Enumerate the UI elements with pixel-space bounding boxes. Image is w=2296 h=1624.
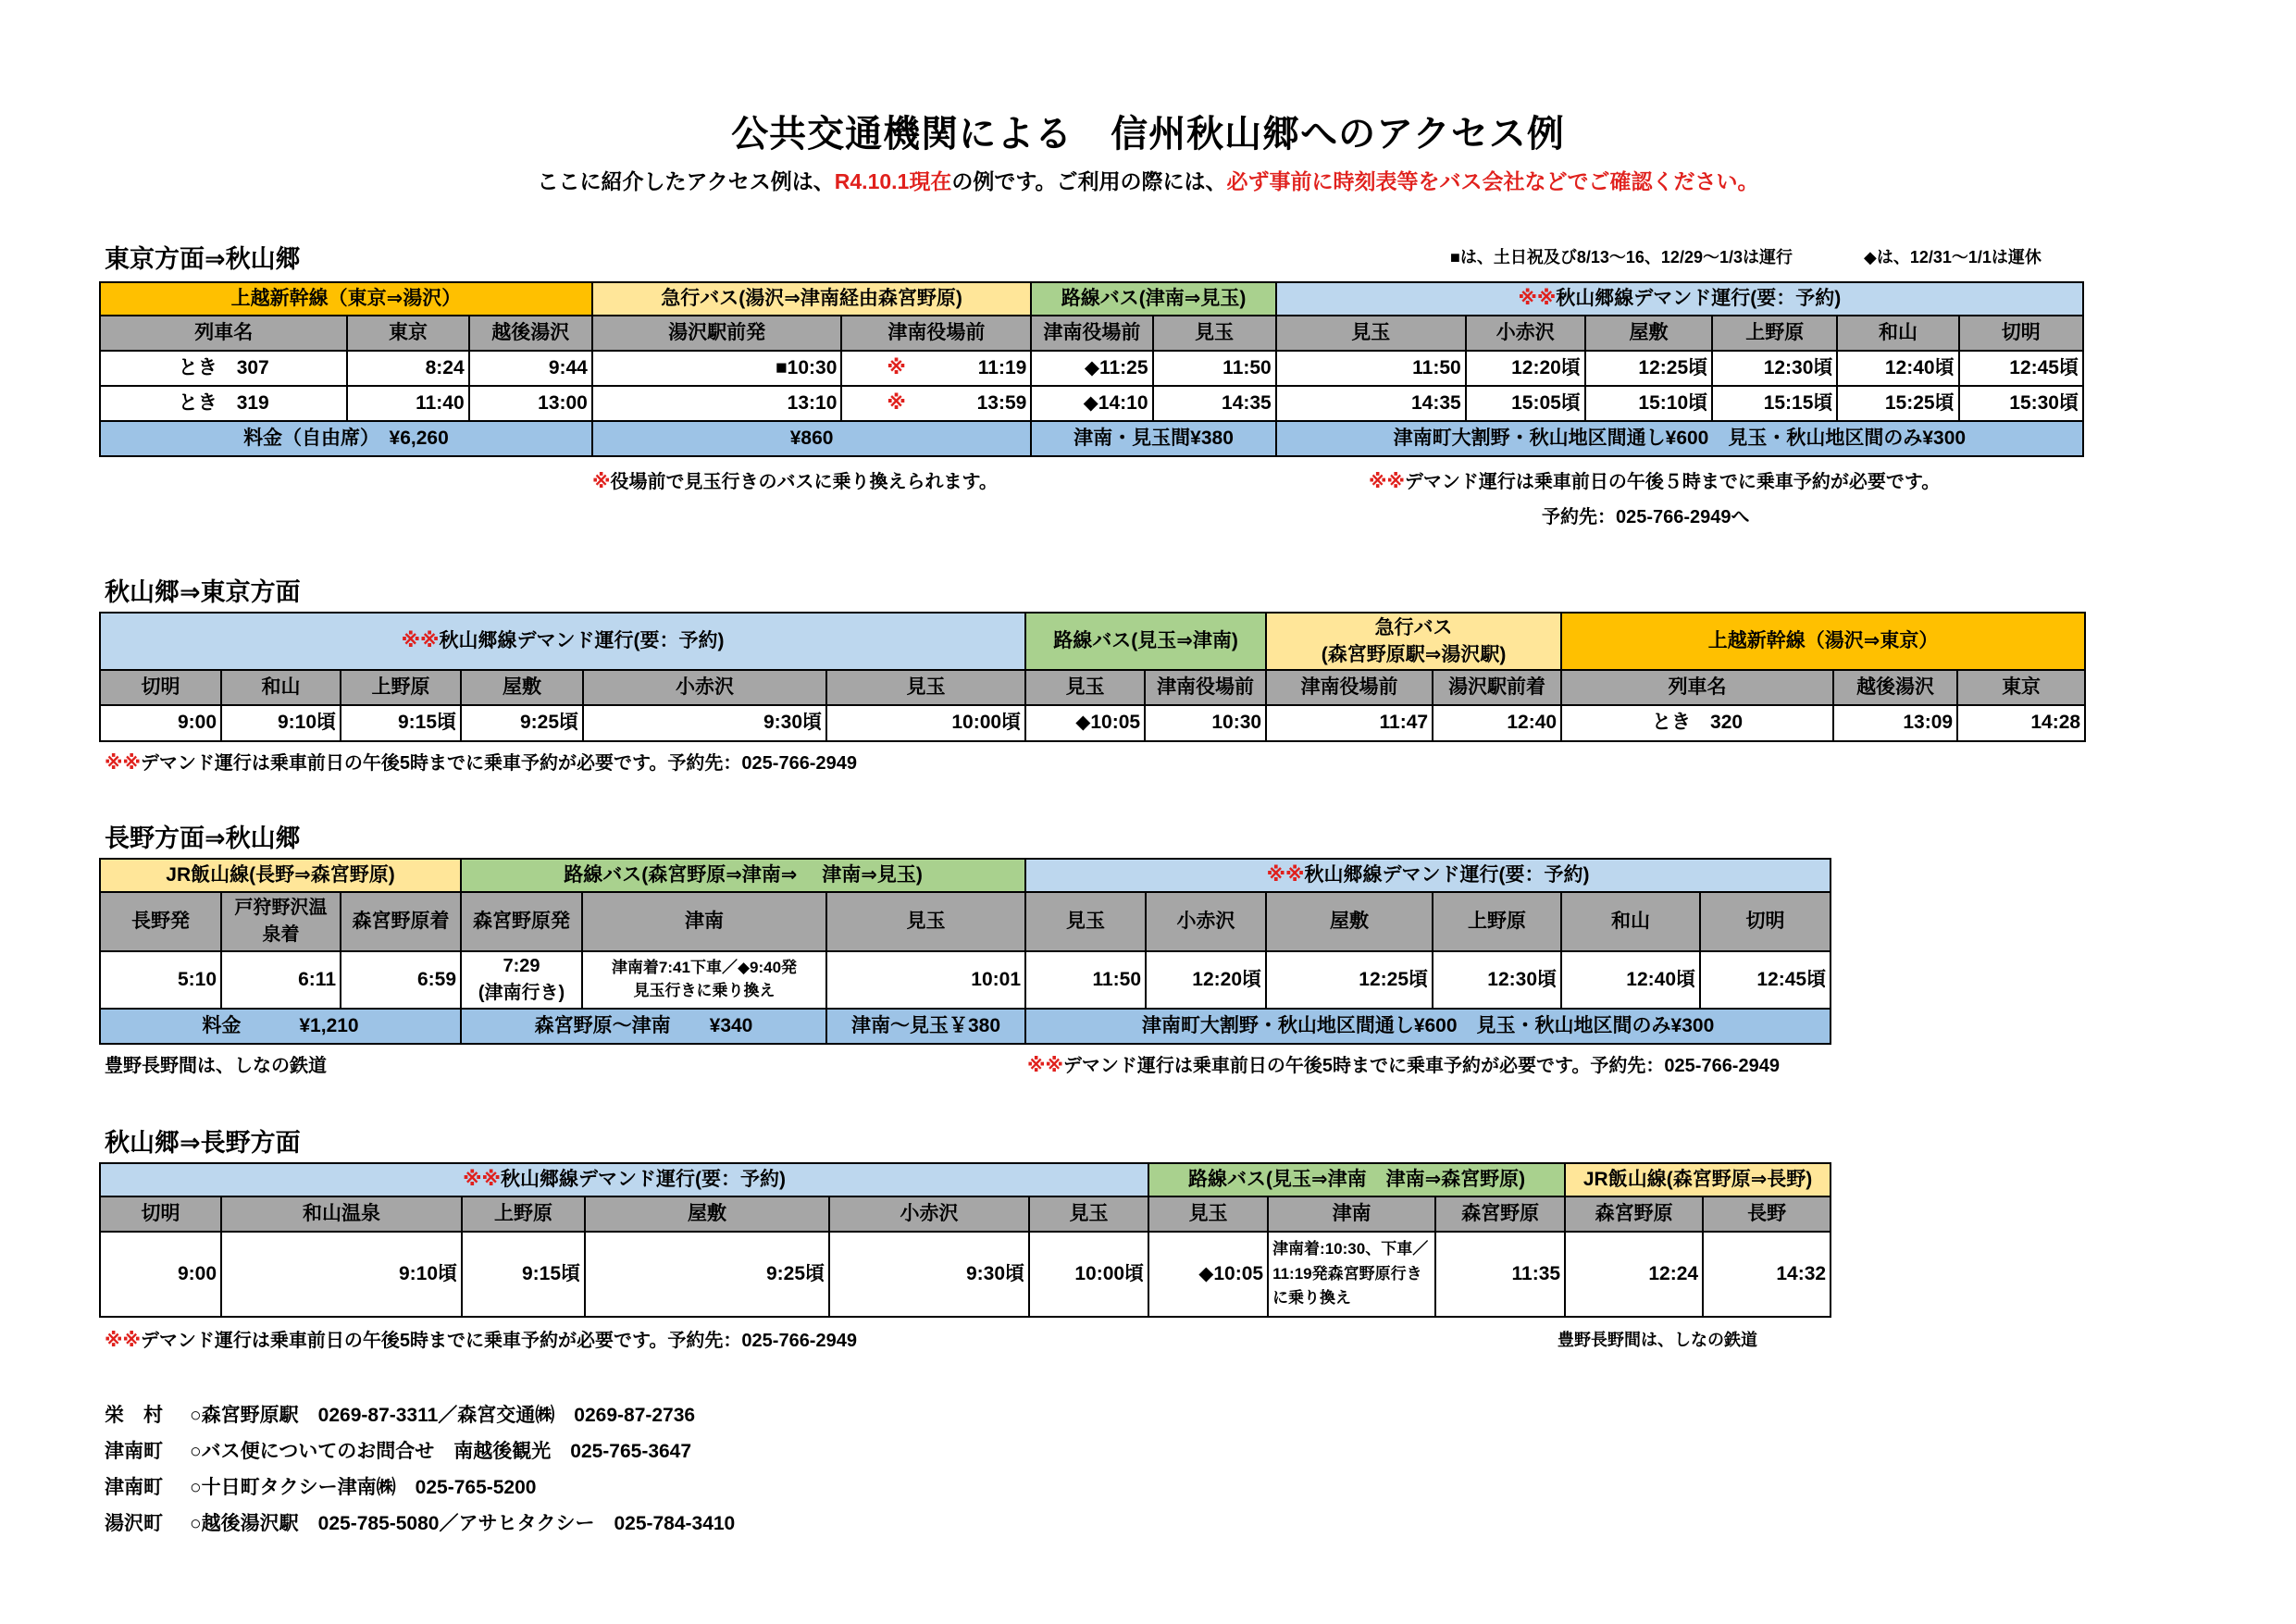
cell-time: 11:35	[1435, 1232, 1565, 1317]
note-text: デマンド運行は乗車前日の午後5時までに乗車予約が必要です。予約先：025-766-2949	[140, 1331, 857, 1351]
cell-time: 11:50	[1276, 351, 1466, 386]
cell-time: 9:00	[100, 1232, 221, 1317]
col-header: 見玉	[826, 892, 1025, 951]
col-header: 湯沢駅前着	[1433, 670, 1561, 705]
cell-time: 10:00頃	[826, 705, 1025, 741]
subtitle-date: R4.10.1現在	[834, 169, 952, 193]
cell-time: ◆10:05	[1148, 1232, 1268, 1317]
col-header: 見玉	[1153, 316, 1276, 351]
contact-list	[105, 1397, 735, 1542]
note-text: 役場前で見玉行きのバスに乗り換えられます。	[610, 472, 998, 492]
col-header: 津南役場前	[1266, 670, 1433, 705]
cell-time: 15:30頃	[1959, 386, 2083, 421]
header-row	[100, 892, 1831, 951]
note-mark: ※※	[105, 753, 141, 774]
legend-diamond: ◆は、12/31～1/1は運休	[1864, 248, 2042, 267]
contact-detail: ○越後湯沢駅 025-785-5080／アサヒタクシー 025-784-3410	[190, 1513, 736, 1534]
demand-label: 秋山郷線デマンド運行(要：予約)	[439, 629, 725, 651]
cell-time: 15:15頃	[1712, 386, 1837, 421]
cell-time: 12:24	[1565, 1232, 1703, 1317]
col-header: 列車名	[1561, 670, 1833, 705]
col-header: 和山温泉	[221, 1196, 462, 1232]
fare-route-bus: 津南・見玉間¥380	[1031, 421, 1275, 456]
legend-square: ■は、土日祝及び8/13～16、12/29～1/3は運行	[1450, 248, 1793, 267]
page-title: 公共交通機関による 信州秋山郷へのアクセス例	[731, 114, 1565, 155]
contact-item	[105, 1506, 735, 1542]
subtitle-pre: ここに紹介したアクセス例は、	[537, 169, 835, 193]
contact-town: 栄 村	[105, 1405, 163, 1426]
group-joetsu-shinkansen: 上越新幹線（湯沢⇒東京）	[1561, 613, 2085, 670]
table-row	[100, 705, 2085, 741]
cell-time: 12:20頃	[1146, 951, 1266, 1009]
contact-item	[105, 1433, 735, 1469]
section-title-tokyo-to-akiyama: 東京方面⇒秋山郷	[105, 245, 301, 273]
cell-time: 9:00	[100, 705, 221, 741]
group-demand-bus	[1025, 859, 1831, 892]
table-row	[100, 351, 2083, 386]
cell-time: 9:10頃	[221, 705, 341, 741]
cell-time: 9:25頃	[585, 1232, 829, 1317]
group-route-bus: 路線バス(森宮野原⇒津南⇒ 津南⇒見玉)	[461, 859, 1025, 892]
note-mark: ※	[592, 472, 611, 492]
cell-time: 12:40頃	[1837, 351, 1958, 386]
cell-line: 7:29	[503, 956, 540, 976]
col-header: 湯沢駅前発	[592, 316, 842, 351]
col-header: 東京	[347, 316, 468, 351]
cell-time: ◆14:10	[1031, 386, 1152, 421]
col-header: 和山	[221, 670, 341, 705]
note-text: デマンド運行は乗車前日の午後5時までに乗車予約が必要です。予約先：025-766-2949	[1062, 1056, 1780, 1076]
group-express-line2: (森宮野原駅⇒湯沢駅)	[1321, 644, 1507, 665]
fare-jr: 料金 ¥1,210	[100, 1009, 461, 1044]
transfer-mark: ※	[887, 356, 906, 378]
note-text: デマンド運行は乗車前日の午後５時までに乗車予約が必要です。	[1404, 472, 1941, 492]
contact-town: 湯沢町	[105, 1513, 163, 1534]
cell-time: 15:25頃	[1837, 386, 1958, 421]
contact-detail: ○バス便についてのお問合せ 南越後観光 025-765-3647	[190, 1441, 692, 1462]
note-mark: ※※	[105, 1331, 141, 1351]
cell-time: 9:25頃	[461, 705, 583, 741]
group-route-bus: 路線バス(見玉⇒津南 津南⇒森宮野原)	[1148, 1163, 1565, 1196]
table-row	[100, 386, 2083, 421]
demand-label: 秋山郷線デマンド運行(要：予約)	[1556, 287, 1842, 309]
section-title-akiyama-to-tokyo: 秋山郷⇒東京方面	[105, 578, 301, 606]
col-header: 小赤沢	[1466, 316, 1585, 351]
timetable-tokyo-to-akiyama	[99, 281, 2084, 457]
note-demand	[105, 748, 857, 775]
cell-time: 14:32	[1703, 1232, 1831, 1317]
cell-time: 6:11	[221, 951, 341, 1009]
cell-time: ◆10:05	[1025, 705, 1145, 741]
cell-train: とき 319	[100, 386, 347, 421]
cell-time: 9:44	[469, 351, 592, 386]
col-header: 森宮野原着	[341, 892, 461, 951]
fare-bus-2: 津南～見玉￥380	[826, 1009, 1025, 1044]
col-header: 見玉	[1025, 670, 1145, 705]
cell-train: とき 307	[100, 351, 347, 386]
contact-item	[105, 1469, 735, 1506]
note-demand	[1027, 1050, 1780, 1077]
cell-transfer: 津南着:10:30、下車／11:19発森宮野原行きに乗り換え	[1268, 1232, 1435, 1317]
note-railway: 豊野長野間は、しなの鉄道	[105, 1056, 327, 1076]
col-header: 森宮野原発	[461, 892, 582, 951]
cell-time: 9:15頃	[341, 705, 461, 741]
group-jr-iiyama-line: JR飯山線(森宮野原⇒長野)	[1565, 1163, 1831, 1196]
demand-label: 秋山郷線デマンド運行(要：予約)	[1304, 863, 1590, 886]
fare-row	[100, 421, 2083, 456]
cell-time: 11:47	[1266, 705, 1433, 741]
col-header: 長野発	[100, 892, 221, 951]
demand-label: 秋山郷線デマンド運行(要：予約)	[500, 1168, 786, 1190]
col-header: 見玉	[826, 670, 1025, 705]
fare-bus-1: 森宮野原～津南 ¥340	[461, 1009, 826, 1044]
col-header: 上野原	[1433, 892, 1561, 951]
col-header: 津南役場前	[841, 316, 1031, 351]
cell-time: 14:28	[1957, 705, 2085, 741]
group-demand-bus	[1276, 282, 2083, 316]
col-header: 和山	[1837, 316, 1958, 351]
cell-time	[841, 386, 1031, 421]
cell-time: 15:10頃	[1585, 386, 1712, 421]
cell-time: 12:30頃	[1712, 351, 1837, 386]
col-header: 屋敷	[1585, 316, 1712, 351]
cell-time: 5:10	[100, 951, 221, 1009]
col-header: 屋敷	[585, 1196, 829, 1232]
timetable-akiyama-to-nagano	[99, 1162, 1831, 1318]
cell-time: ■10:30	[592, 351, 842, 386]
group-demand-bus	[100, 613, 1025, 670]
section-title-nagano-to-akiyama: 長野方面⇒秋山郷	[105, 824, 301, 852]
cell-time-value: 11:19	[977, 356, 1027, 378]
cell-time: 12:45頃	[1959, 351, 2083, 386]
cell-line: 見玉行きに乗り換え	[633, 982, 776, 999]
note-mark: ※※	[1369, 472, 1405, 492]
group-jr-iiyama-line: JR飯山線(長野⇒森宮野原)	[100, 859, 461, 892]
cell-transfer	[582, 951, 826, 1009]
group-express-bus	[1266, 613, 1561, 670]
col-header: 津南	[582, 892, 826, 951]
contact-town: 津南町	[105, 1477, 163, 1498]
timetable-nagano-to-akiyama	[99, 858, 1831, 1045]
group-joetsu-shinkansen: 上越新幹線（東京⇒湯沢）	[100, 282, 592, 316]
demand-mark: ※※	[1518, 287, 1557, 309]
col-header: 切明	[100, 1196, 221, 1232]
cell-time: 13:00	[469, 386, 592, 421]
cell-time: 10:00頃	[1029, 1232, 1148, 1317]
col-header: 上野原	[1712, 316, 1837, 351]
col-header: 切明	[100, 670, 221, 705]
col-header: 和山	[1561, 892, 1700, 951]
col-header: 小赤沢	[829, 1196, 1029, 1232]
cell-train: とき 320	[1561, 705, 1833, 741]
cell-time: 12:40	[1433, 705, 1561, 741]
contact-item	[105, 1397, 735, 1433]
header-row	[100, 1196, 1831, 1232]
col-header: 小赤沢	[583, 670, 826, 705]
group-route-bus: 路線バス(津南⇒見玉)	[1031, 282, 1275, 316]
col-header: 越後湯沢	[1833, 670, 1957, 705]
cell-time: 12:40頃	[1561, 951, 1700, 1009]
cell-time: 12:45頃	[1700, 951, 1831, 1009]
cell-time	[461, 951, 582, 1009]
fare-demand: 津南町大割野・秋山地区間通し¥600 見玉・秋山地区間のみ¥300	[1025, 1009, 1831, 1044]
contact-detail: ○森宮野原駅 0269-87-3311／森宮交通㈱ 0269-87-2736	[190, 1405, 696, 1426]
cell-time: 11:50	[1153, 351, 1276, 386]
cell-time: 9:10頃	[221, 1232, 462, 1317]
contact-detail: ○十日町タクシー津南㈱ 025-765-5200	[190, 1477, 537, 1498]
note-text: デマンド運行は乗車前日の午後5時までに乗車予約が必要です。予約先：025-766-2949	[140, 753, 857, 774]
group-express-bus: 急行バス(湯沢⇒津南経由森宮野原)	[592, 282, 1031, 316]
table-row	[100, 951, 1831, 1009]
fare-shinkansen: 料金（自由席） ¥6,260	[100, 421, 592, 456]
demand-mark: ※※	[463, 1168, 501, 1190]
subtitle-mid: の例です。ご利用の際には、	[951, 169, 1227, 193]
col-header: 屋敷	[461, 670, 583, 705]
col-header: 屋敷	[1266, 892, 1433, 951]
col-header: 切明	[1700, 892, 1831, 951]
col-header: 切明	[1959, 316, 2083, 351]
cell-time: 11:40	[347, 386, 468, 421]
group-express-line1: 急行バス	[1374, 616, 1453, 638]
col-header: 戸狩野沢温泉着	[221, 892, 341, 951]
fare-express-bus: ¥860	[592, 421, 1031, 456]
col-header: 小赤沢	[1146, 892, 1266, 951]
col-header: 長野	[1703, 1196, 1831, 1232]
col-header: 上野原	[341, 670, 461, 705]
cell-time: 10:01	[826, 951, 1025, 1009]
cell-time: 12:25頃	[1266, 951, 1433, 1009]
col-header: 東京	[1957, 670, 2085, 705]
cell-time	[841, 351, 1031, 386]
note-demand	[1369, 466, 1940, 493]
note-transfer	[592, 466, 998, 493]
contact-town: 津南町	[105, 1441, 163, 1462]
col-header: 津南役場前	[1031, 316, 1152, 351]
col-header: 列車名	[100, 316, 347, 351]
note-reservation: 予約先：025-766-2949へ	[1542, 507, 1750, 527]
subtitle-warning: 必ず事前に時刻表等をバス会社などでご確認ください。	[1226, 169, 1759, 193]
header-row	[100, 316, 2083, 351]
table-row	[100, 1232, 1831, 1317]
cell-time: 13:10	[592, 386, 842, 421]
note-railway: 豊野長野間は、しなの鉄道	[1558, 1331, 1757, 1349]
header-row	[100, 670, 2085, 705]
note-demand	[105, 1325, 857, 1352]
cell-time: ◆11:25	[1031, 351, 1152, 386]
demand-mark: ※※	[1266, 863, 1305, 886]
cell-time: 9:30頃	[583, 705, 826, 741]
demand-mark: ※※	[401, 629, 440, 651]
col-header: 見玉	[1029, 1196, 1148, 1232]
cell-time: 14:35	[1276, 386, 1466, 421]
col-header: 見玉	[1148, 1196, 1268, 1232]
page-subtitle	[0, 165, 2296, 195]
cell-time: 12:25頃	[1585, 351, 1712, 386]
timetable-akiyama-to-tokyo	[99, 612, 2086, 742]
cell-time: 6:59	[341, 951, 461, 1009]
cell-time: 15:05頃	[1466, 386, 1585, 421]
col-header: 上野原	[462, 1196, 585, 1232]
cell-line: 津南着7:41下車／◆9:40発	[611, 959, 798, 977]
cell-time: 10:30	[1145, 705, 1266, 741]
cell-time: 9:30頃	[829, 1232, 1029, 1317]
col-header: 津南	[1268, 1196, 1435, 1232]
col-header: 見玉	[1025, 892, 1146, 951]
cell-time: 11:50	[1025, 951, 1146, 1009]
fare-demand: 津南町大割野・秋山地区間通し¥600 見玉・秋山地区間のみ¥300	[1276, 421, 2083, 456]
col-header: 越後湯沢	[469, 316, 592, 351]
col-header: 森宮野原	[1565, 1196, 1703, 1232]
group-route-bus: 路線バス(見玉⇒津南)	[1025, 613, 1266, 670]
transfer-mark: ※	[887, 391, 906, 414]
cell-time: 12:20頃	[1466, 351, 1585, 386]
col-header: 見玉	[1276, 316, 1466, 351]
cell-time: 12:30頃	[1433, 951, 1561, 1009]
cell-time: 13:09	[1833, 705, 1957, 741]
cell-time: 14:35	[1153, 386, 1276, 421]
note-mark: ※※	[1027, 1056, 1063, 1076]
cell-time-value: 13:59	[976, 391, 1027, 414]
group-demand-bus	[100, 1163, 1148, 1196]
fare-row	[100, 1009, 1831, 1044]
cell-time: 8:24	[347, 351, 468, 386]
cell-time: 9:15頃	[462, 1232, 585, 1317]
cell-line: (津南行き)	[478, 983, 565, 1003]
col-header: 森宮野原	[1435, 1196, 1565, 1232]
section-title-akiyama-to-nagano: 秋山郷⇒長野方面	[105, 1129, 301, 1157]
col-header: 津南役場前	[1145, 670, 1266, 705]
